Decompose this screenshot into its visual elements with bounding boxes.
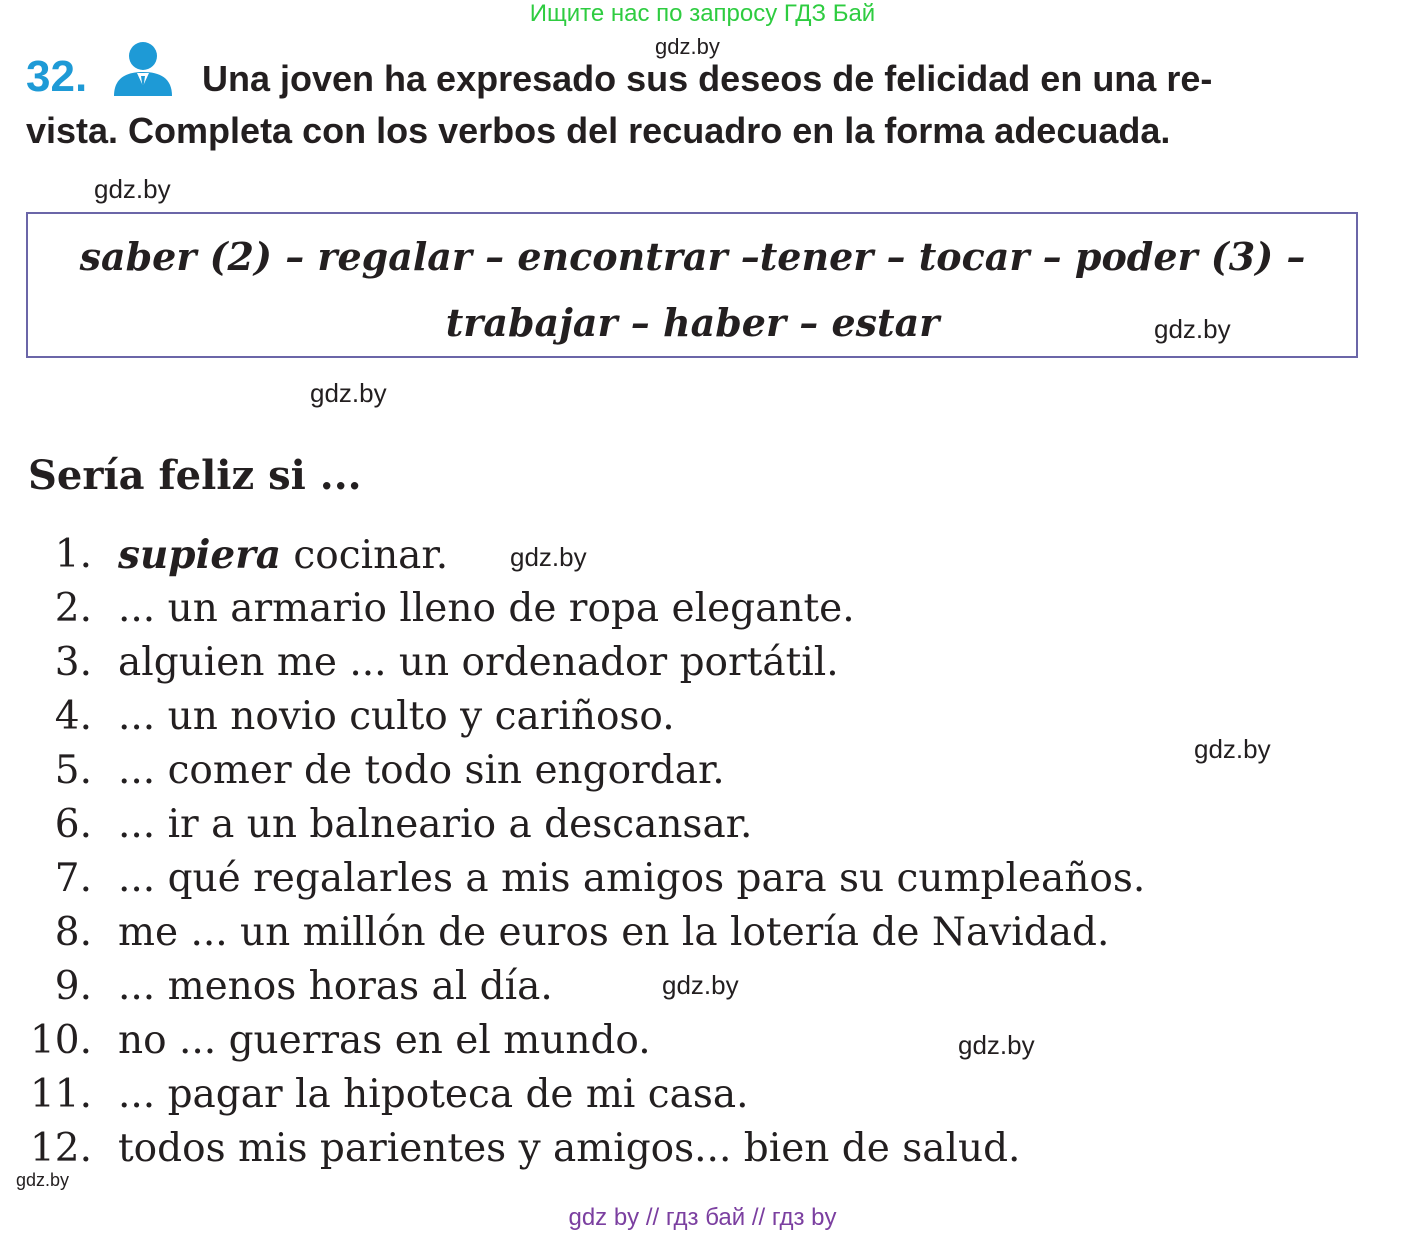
watermark: gdz.by [94,174,171,204]
list-item: ... pagar la hipoteca de mi casa. [118,1072,749,1117]
top-banner: Ищите нас по запросу ГДЗ Бай [529,0,876,27]
item-number: 5. [54,748,92,793]
instruction-line-1: Una joven ha expresado sus deseos de felicidad en una re- [202,58,1213,99]
footer: gdz by // гдз бай // гдз by [568,1204,837,1231]
item-text: cocinar. [281,533,449,578]
item-number: 4. [54,694,92,739]
verb-box-line-1: saber (2) – regalar – encontrar –tener – tocar – poder (3) – [79,234,1306,279]
watermark: gdz.by [310,378,387,408]
list-item: ... un armario lleno de ropa elegante. [118,586,855,631]
watermark: gdz.by [662,970,739,1000]
item-number: 3. [54,640,92,685]
watermark: gdz.by [1194,734,1271,764]
list-item: ... ir a un balneario a descansar. [118,802,753,847]
item-number: 12. [29,1126,92,1171]
list-item [118,532,448,578]
exercise-number: 32. [26,52,88,101]
watermark: gdz.by [510,542,587,572]
item-number: 6. [54,802,92,847]
item-number: 7. [54,856,92,901]
list-item: todos mis parientes y amigos... bien de salud. [118,1126,1021,1171]
item-number: 11. [29,1072,92,1117]
item-answer: supiera [118,532,282,578]
item-number: 9. [54,964,92,1009]
list-item: me ... un millón de euros en la lotería de Navidad. [118,910,1110,955]
heading: Sería feliz si ... [28,452,362,499]
list-item: ... menos horas al día. [118,964,553,1009]
list-item: ... un novio culto y cariñoso. [118,694,675,739]
list-item: ... comer de todo sin engordar. [118,748,725,793]
instruction-line-2: vista. Completa con los verbos del recuadro en la forma adecuada. [26,110,1171,151]
list-item: no ... guerras en el mundo. [118,1018,651,1063]
watermark: gdz.by [16,1170,70,1190]
watermark: gdz.by [958,1030,1035,1060]
person-icon [110,40,176,96]
item-number: 1. [54,532,92,577]
item-number: 8. [54,910,92,955]
watermark: gdz.by [1154,314,1231,344]
list-item: alguien me ... un ordenador portátil. [118,640,839,685]
list-item: ... qué regalarles a mis amigos para su cumpleaños. [118,856,1146,901]
item-number: 10. [29,1018,92,1063]
item-number: 2. [54,586,92,631]
watermark: gdz.by [655,34,720,59]
verb-box-line-2: trabajar – haber – estar [445,300,940,345]
